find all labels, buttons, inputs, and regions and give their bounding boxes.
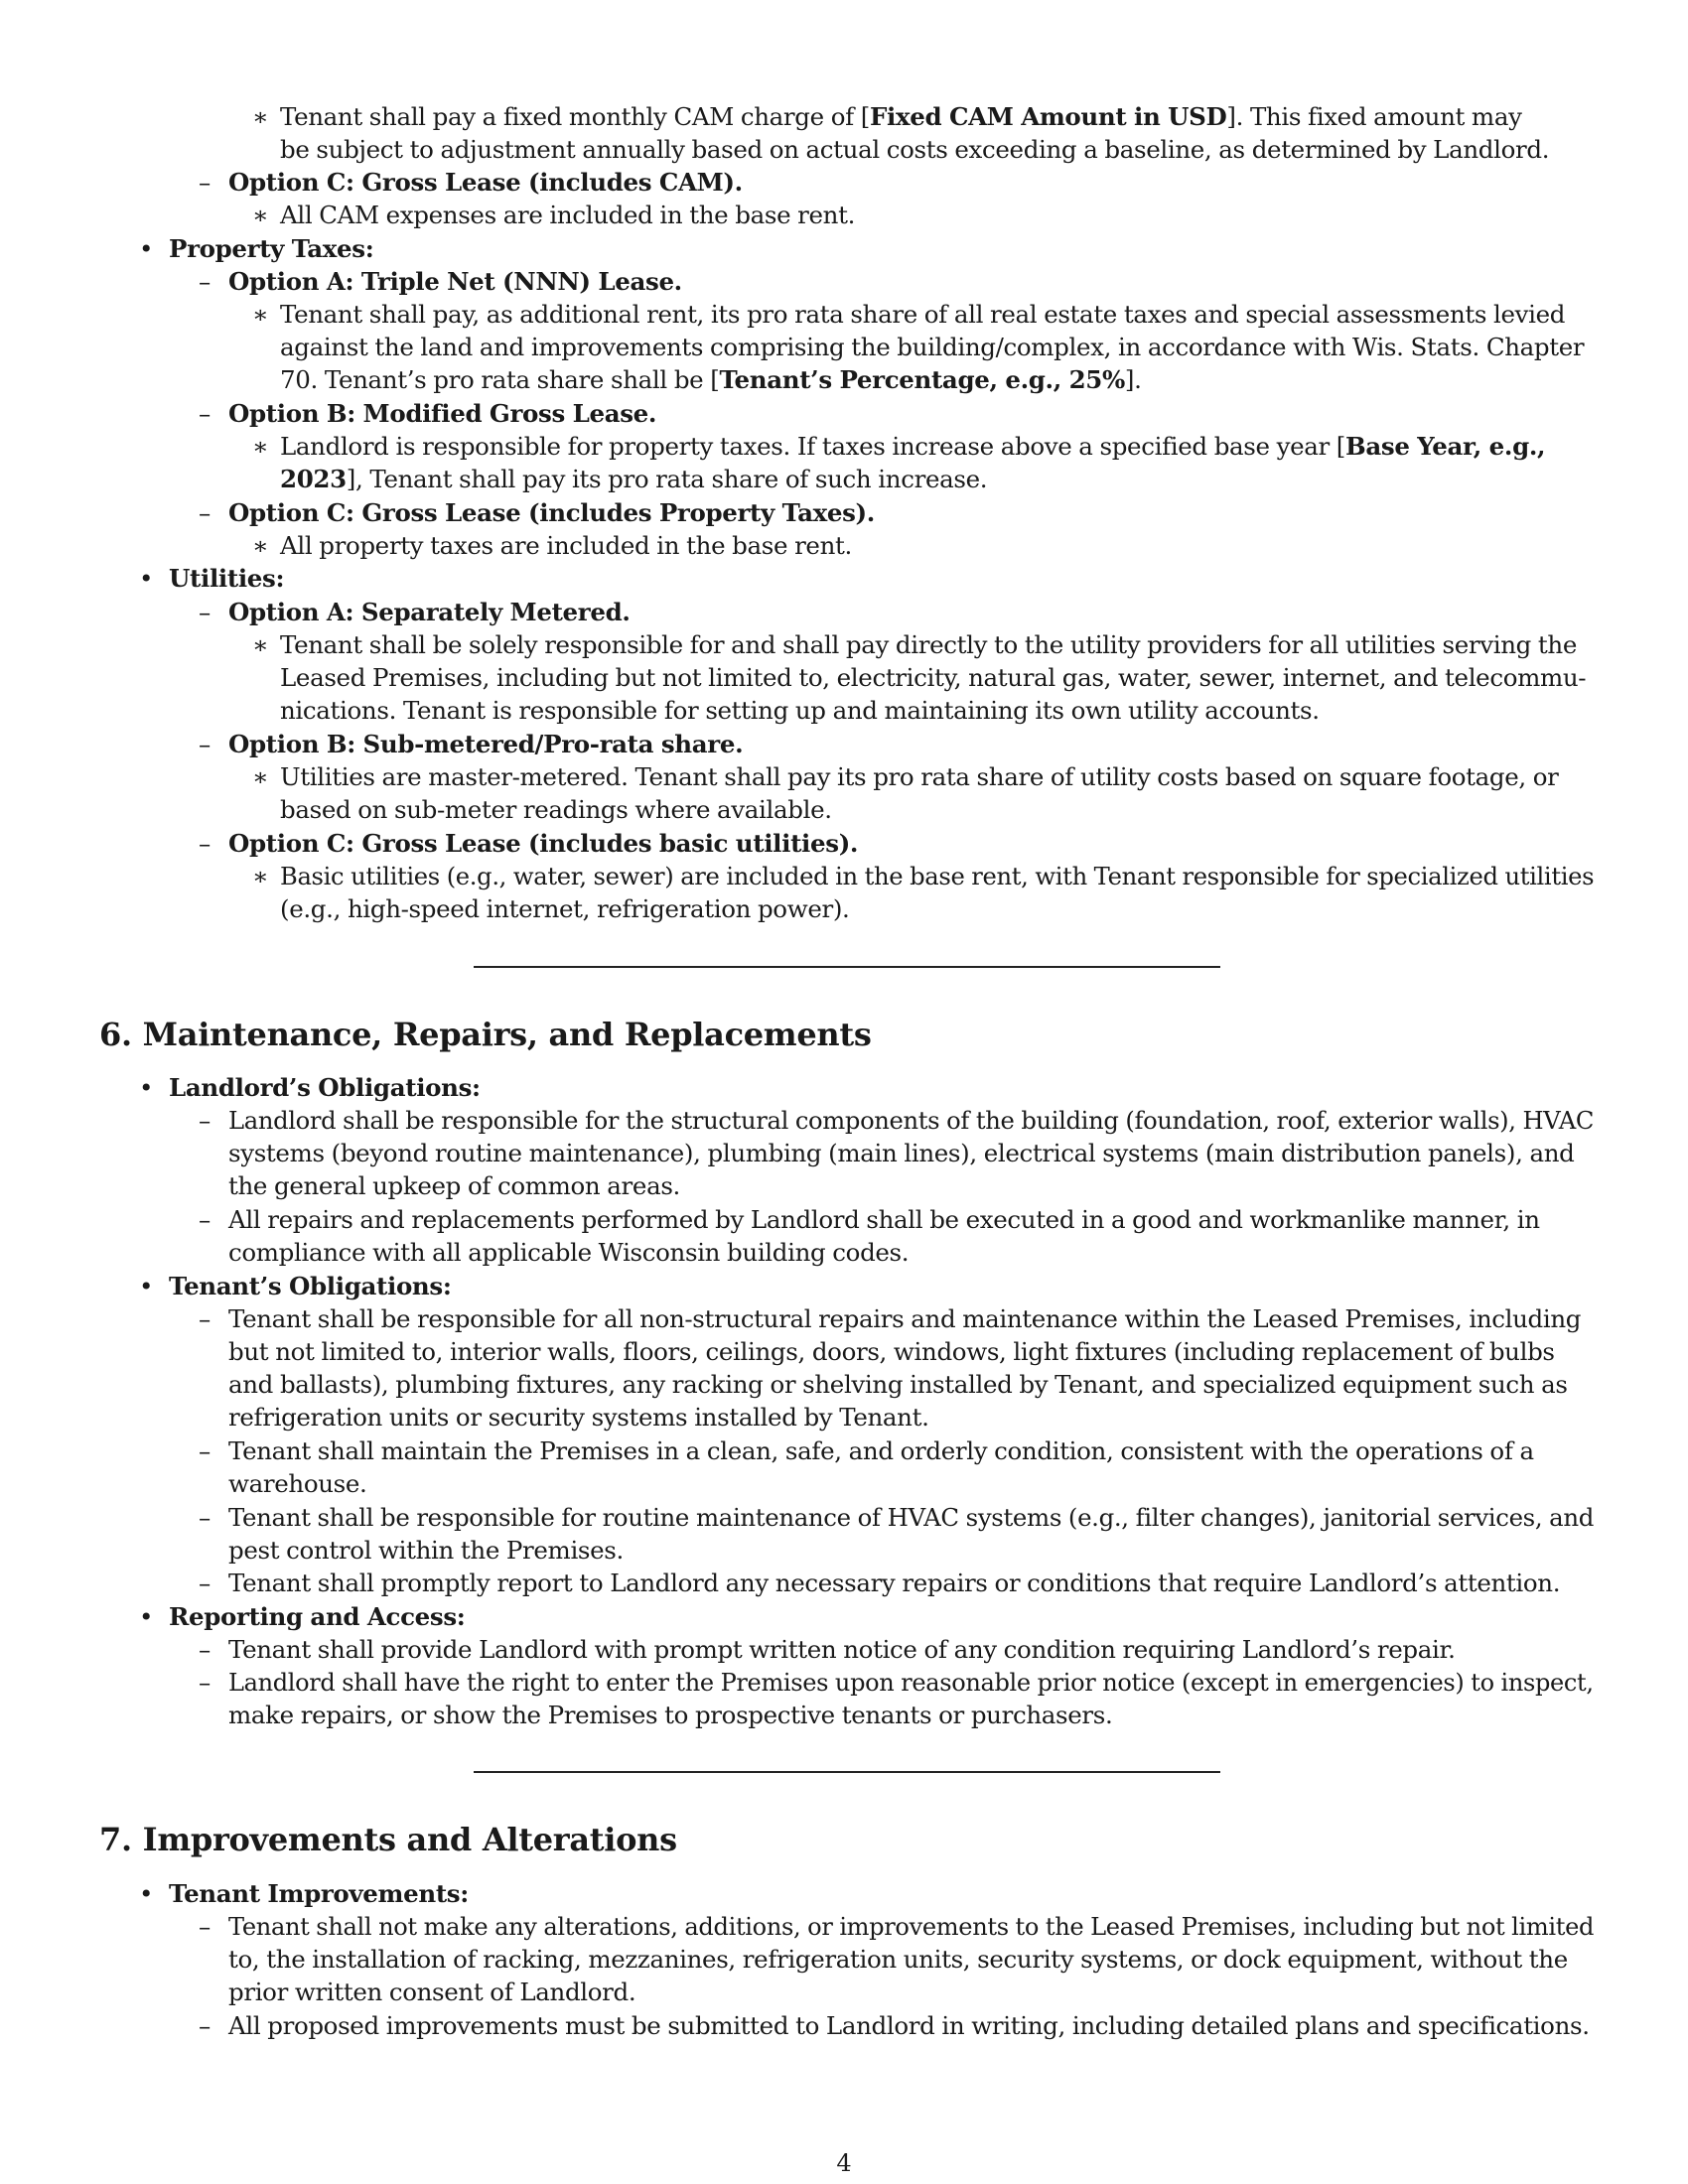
text: 70. Tenant’s pro rata share shall be [	[280, 365, 720, 394]
bullet: •	[139, 1879, 154, 1908]
text-line: Tenant shall be solely responsible for and shall pay directly to the utility providers for all utilities serving the	[280, 630, 1577, 659]
bullet-heading: Tenant Improvements:	[169, 1879, 469, 1908]
text: Tenant shall pay a fixed monthly CAM charge of [	[280, 102, 870, 131]
option-title: Option B: Sub-metered/Pro-rata share.	[228, 730, 744, 758]
section-heading: 6. Maintenance, Repairs, and Replacements	[99, 1016, 872, 1053]
text: ]. This fixed amount may	[1226, 102, 1522, 131]
text-line	[280, 100, 1522, 133]
text-line	[280, 430, 1545, 463]
text-line: Tenant shall not make any alterations, additions, or improvements to the Leased Premises, including but not limited	[228, 1912, 1595, 1941]
sub-bullet-star: ∗	[252, 102, 269, 131]
bullet: •	[139, 1073, 154, 1102]
text-line: Tenant shall promptly report to Landlord any necessary repairs or conditions that require Landlord’s attention.	[228, 1569, 1561, 1597]
text-line: All proposed improvements must be submitted to Landlord in writing, including detailed plans and specifications.	[228, 2011, 1590, 2040]
text-line: All property taxes are included in the base rent.	[280, 531, 852, 560]
text-line: compliance with all applicable Wisconsin building codes.	[228, 1238, 910, 1267]
option-title: Option C: Gross Lease (includes CAM).	[228, 168, 743, 197]
dash-bullet: –	[199, 1503, 211, 1532]
bullet: •	[139, 234, 154, 263]
dash-bullet: –	[199, 1106, 211, 1135]
sub-bullet-star: ∗	[252, 762, 269, 791]
text-line: against the land and improvements comprising the building/complex, in accordance with Wis. Stats. Chapter	[280, 333, 1585, 361]
page-number: 4	[836, 2149, 852, 2177]
option-title: Option A: Separately Metered.	[228, 598, 631, 626]
placeholder-text: 2023	[280, 465, 347, 493]
dash-bullet: –	[199, 1436, 211, 1465]
dash-bullet: –	[199, 598, 211, 626]
text-line: but not limited to, interior walls, floors, ceilings, doors, windows, light fixtures (including replacement of bulbs	[228, 1337, 1555, 1366]
dash-bullet: –	[199, 1635, 211, 1664]
text-line: Utilities are master-metered. Tenant shall pay its pro rata share of utility costs based on square footage, or	[280, 762, 1559, 791]
text-line: nications. Tenant is responsible for setting up and maintaining its own utility accounts.	[280, 696, 1320, 725]
text-line: Tenant shall be responsible for routine maintenance of HVAC systems (e.g., filter changes), janitorial services, and	[228, 1503, 1595, 1532]
text-line: Basic utilities (e.g., water, sewer) are included in the base rent, with Tenant responsible for specialized utilities	[280, 862, 1595, 890]
dash-bullet: –	[199, 1304, 211, 1333]
placeholder-text: Tenant’s Percentage, e.g., 25%	[719, 365, 1125, 394]
text-line: Tenant shall maintain the Premises in a clean, safe, and orderly condition, consistent with the operations of a	[228, 1436, 1534, 1465]
text-line: Landlord shall be responsible for the structural components of the building (foundation, roof, exterior walls), HVAC	[228, 1106, 1595, 1135]
sub-bullet-star: ∗	[252, 201, 269, 229]
text-line: Landlord shall have the right to enter the Premises upon reasonable prior notice (except in emergencies) to inspect,	[228, 1668, 1594, 1697]
option-title: Option C: Gross Lease (includes Property Taxes).	[228, 498, 875, 527]
placeholder-text: Fixed CAM Amount in USD	[869, 102, 1227, 131]
text-line: Tenant shall be responsible for all non-structural repairs and maintenance within the Leased Premises, including	[228, 1304, 1582, 1333]
text-line: Tenant shall pay, as additional rent, its pro rata share of all real estate taxes and special assessments levied	[280, 300, 1566, 329]
bullet-heading: Property Taxes:	[169, 234, 374, 263]
horizontal-rule	[474, 1771, 1220, 1773]
dash-bullet: –	[199, 2011, 211, 2040]
text-line: to, the installation of racking, mezzanines, refrigeration units, security systems, or dock equipment, without the	[228, 1945, 1568, 1974]
sub-bullet-star: ∗	[252, 862, 269, 890]
bullet-heading: Reporting and Access:	[169, 1602, 466, 1631]
option-title: Option B: Modified Gross Lease.	[228, 399, 657, 428]
dash-bullet: –	[199, 168, 211, 197]
text-line: based on sub-meter readings where available.	[280, 795, 832, 824]
text-line: prior written consent of Landlord.	[228, 1978, 636, 2006]
text-line: Tenant shall provide Landlord with prompt written notice of any condition requiring Landlord’s repair.	[228, 1635, 1456, 1664]
text-line: make repairs, or show the Premises to prospective tenants or purchasers.	[228, 1701, 1113, 1729]
dash-bullet: –	[199, 1912, 211, 1941]
bullet-heading: Tenant’s Obligations:	[169, 1272, 452, 1300]
placeholder-text: Base Year, e.g.,	[1345, 432, 1546, 461]
text-line	[280, 463, 987, 495]
text-line: (e.g., high-speed internet, refrigeration power).	[280, 894, 850, 923]
option-title: Option C: Gross Lease (includes basic utilities).	[228, 829, 859, 858]
text-line	[280, 363, 1142, 396]
option-title: Option A: Triple Net (NNN) Lease.	[228, 267, 682, 296]
text: ], Tenant shall pay its pro rata share of such increase.	[346, 465, 988, 493]
text: Landlord is responsible for property taxes. If taxes increase above a specified base year [	[280, 432, 1345, 461]
bullet-heading: Utilities:	[169, 564, 285, 593]
sub-bullet-star: ∗	[252, 432, 269, 461]
text-line: the general upkeep of common areas.	[228, 1171, 680, 1200]
dash-bullet: –	[199, 498, 211, 527]
dash-bullet: –	[199, 1668, 211, 1697]
text-line: All CAM expenses are included in the base rent.	[280, 201, 856, 229]
text-line: refrigeration units or security systems installed by Tenant.	[228, 1403, 929, 1432]
bullet-heading: Landlord’s Obligations:	[169, 1073, 481, 1102]
bullet: •	[139, 1602, 154, 1631]
text-line: warehouse.	[228, 1469, 367, 1498]
sub-bullet-star: ∗	[252, 300, 269, 329]
text-line: pest control within the Premises.	[228, 1536, 624, 1565]
text-line: and ballasts), plumbing fixtures, any racking or shelving installed by Tenant, and specialized equipment such as	[228, 1370, 1568, 1399]
dash-bullet: –	[199, 399, 211, 428]
dash-bullet: –	[199, 267, 211, 296]
text-line: Leased Premises, including but not limited to, electricity, natural gas, water, sewer, internet, and telecommu-	[280, 663, 1587, 692]
horizontal-rule	[474, 966, 1220, 968]
dash-bullet: –	[199, 1205, 211, 1234]
dash-bullet: –	[199, 1569, 211, 1597]
dash-bullet: –	[199, 730, 211, 758]
sub-bullet-star: ∗	[252, 630, 269, 659]
bullet: •	[139, 1272, 154, 1300]
text-line: All repairs and replacements performed by Landlord shall be executed in a good and workmanlike manner, in	[228, 1205, 1540, 1234]
text: ].	[1124, 365, 1142, 394]
sub-bullet-star: ∗	[252, 531, 269, 560]
section-heading: 7. Improvements and Alterations	[99, 1821, 677, 1858]
text-line: be subject to adjustment annually based on actual costs exceeding a baseline, as determined by Landlord.	[280, 135, 1550, 164]
dash-bullet: –	[199, 829, 211, 858]
bullet: •	[139, 564, 154, 593]
text-line: systems (beyond routine maintenance), plumbing (main lines), electrical systems (main distribution panels), and	[228, 1139, 1575, 1167]
